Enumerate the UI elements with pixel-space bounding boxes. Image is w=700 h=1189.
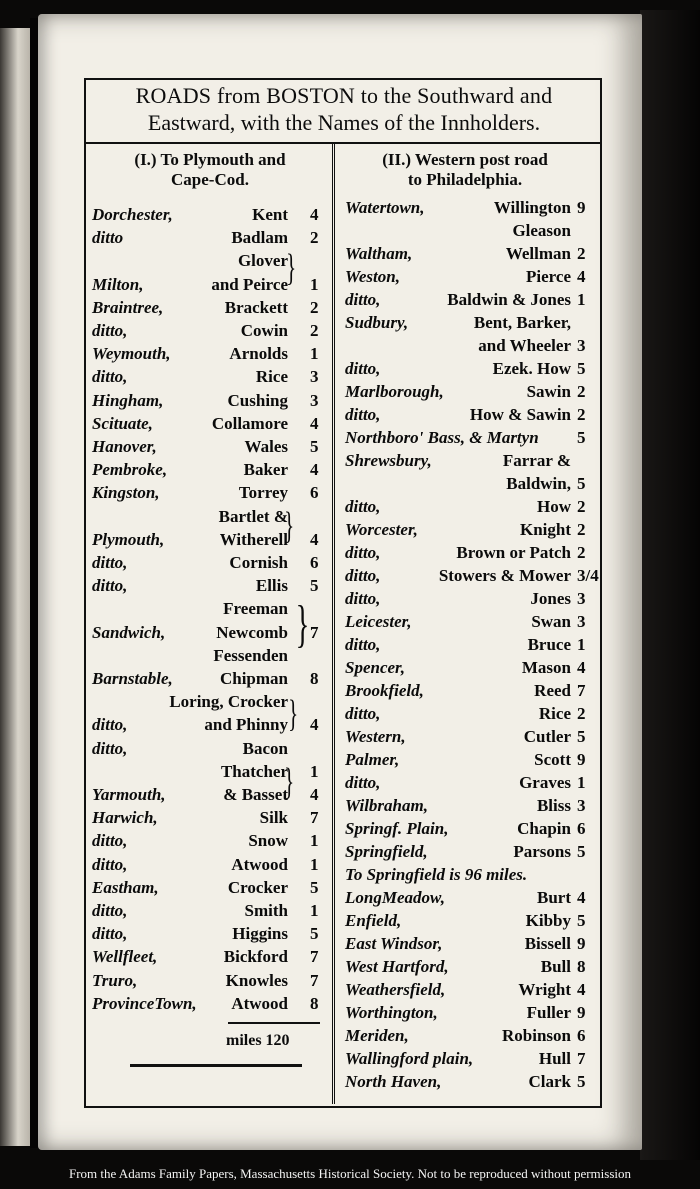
innholder-name: Willington: [493, 198, 571, 217]
town-name: LongMeadow,: [345, 888, 445, 907]
innholder-name: Sawin: [526, 382, 571, 401]
innholder-name: Cornish: [229, 553, 288, 572]
table-row: [92, 945, 328, 968]
innholder-name: Atwood: [231, 993, 288, 1013]
table-row: [345, 840, 595, 863]
mile-count: 5: [310, 437, 319, 456]
town-name: Shrewsbury,: [345, 451, 432, 470]
mile-count: 7: [577, 681, 586, 700]
innholder-name: Knight: [519, 520, 571, 539]
brace-barnstable: }: [288, 693, 299, 735]
table-row: [345, 771, 595, 794]
mile-count: 4: [310, 205, 319, 224]
town-name: Wallingford plain,: [345, 1049, 474, 1068]
town-name: ProvinceTown,: [92, 993, 197, 1013]
brace-milton: }: [286, 247, 297, 289]
innholder-name: Wellman: [505, 244, 571, 263]
town-name: Hanover,: [92, 437, 157, 456]
table-row: [345, 219, 595, 242]
table-row: [345, 1001, 595, 1024]
town-name: ditto,: [92, 831, 128, 851]
heading-line-1: ROADS from BOSTON to the Southward and: [135, 83, 553, 108]
table-row: [345, 909, 595, 932]
innholder-name: Ezek. How: [492, 359, 571, 378]
innholder-name: Baldwin & Jones: [447, 290, 571, 309]
left-title-line-2: Cape-Cod.: [171, 170, 249, 189]
mile-count: 5: [577, 474, 586, 493]
innholder-name: Silk: [259, 808, 288, 828]
mile-count: 9: [577, 750, 586, 769]
town-name: Kingston,: [92, 483, 160, 503]
mile-count: 4: [310, 460, 319, 480]
table-row: [345, 449, 595, 472]
innholder-name: Chapin: [517, 819, 571, 838]
table-row: [345, 817, 595, 840]
mile-count: 4: [577, 980, 586, 999]
table-row: [345, 702, 595, 725]
innholder-name: Bartlet &: [218, 506, 288, 526]
innholder-name: Mason: [521, 658, 571, 677]
mile-count: 5: [577, 911, 586, 930]
innholder-name: Bliss: [536, 796, 571, 815]
innholder-name: Parsons: [513, 842, 571, 861]
table-row: [92, 806, 328, 829]
table-row: [345, 794, 595, 817]
table-row: [92, 458, 328, 481]
table-row: [345, 288, 595, 311]
town-name: Worcester,: [345, 520, 418, 539]
mile-count: 3: [577, 336, 586, 355]
mile-count: 1: [310, 854, 319, 874]
innholder-name: Rice: [255, 367, 288, 387]
table-row: [345, 1047, 595, 1070]
town-name: ditto,: [92, 576, 128, 596]
column-divider: [332, 144, 335, 1104]
table-row: [92, 389, 328, 412]
mile-count: 3: [577, 796, 586, 815]
town-name: ditto,: [92, 854, 128, 874]
table-row: [92, 365, 328, 388]
mile-count: 6: [310, 553, 319, 572]
innholder-name: Baldwin,: [506, 474, 571, 493]
innholder-name: Crocker: [227, 877, 288, 897]
mile-count: 2: [310, 228, 319, 248]
page-heading: [92, 82, 596, 140]
town-name: Springf. Plain,: [345, 819, 449, 838]
innholder-name: Higgins: [232, 924, 288, 944]
mile-count: 4: [310, 413, 319, 433]
innholder-name: and Phinny: [204, 715, 288, 735]
right-title-line-1: (II.) Western post road: [382, 150, 548, 169]
table-row: [345, 587, 595, 610]
brace-yarmouth: }: [284, 761, 295, 803]
mile-count: 2: [577, 405, 586, 424]
right-title-line-2: to Philadelphia.: [407, 170, 523, 189]
table-row: [345, 610, 595, 633]
innholder-name: Robinson: [502, 1026, 571, 1045]
table-row: [345, 633, 595, 656]
town-name: Enfield,: [345, 911, 402, 930]
town-name: ditto,: [345, 497, 381, 516]
mile-count: 7: [310, 947, 319, 967]
mile-count: 7: [310, 622, 319, 642]
mile-count: 7: [310, 970, 319, 990]
adjacent-page-edge: [0, 28, 30, 1146]
table-row: [345, 955, 595, 978]
right-column-title: [342, 150, 588, 190]
innholder-name: Wright: [518, 980, 571, 999]
table-row: [92, 574, 328, 597]
table-row: [92, 899, 328, 922]
mile-count: 3: [310, 367, 319, 387]
miles-total: miles 120: [226, 1032, 290, 1049]
table-row: [92, 551, 328, 574]
table-row: [345, 656, 595, 679]
left-column-title: [90, 150, 330, 190]
innholder-name: Arnolds: [229, 344, 288, 364]
mile-count: 2: [577, 382, 586, 401]
innholder-name: Atwood: [231, 854, 288, 874]
mile-count: 4: [310, 715, 319, 735]
town-name: Yarmouth,: [92, 785, 166, 804]
mile-count: 2: [577, 244, 586, 263]
table-row: [92, 342, 328, 365]
town-name: Plymouth,: [92, 529, 165, 549]
mile-count: 3: [310, 390, 319, 410]
innholder-name: Badlam: [231, 228, 288, 248]
town-name: Northboro' Bass, & Martyn: [345, 428, 539, 447]
table-row: [345, 886, 595, 909]
mile-count: 1: [577, 773, 586, 792]
town-name: West Hartford,: [345, 957, 449, 976]
town-name: Marlborough,: [345, 382, 444, 401]
town-name: Springfield,: [345, 842, 428, 861]
town-name: Meriden,: [345, 1026, 409, 1045]
town-name: ditto,: [345, 589, 381, 608]
table-row: [345, 357, 595, 380]
town-name: Sudbury,: [345, 313, 409, 332]
innholder-name: Cutler: [523, 727, 571, 746]
innholder-name: Rice: [538, 704, 571, 723]
innholder-name: Ellis: [255, 576, 288, 596]
town-name: Palmer,: [345, 750, 400, 769]
town-name: ditto,: [345, 773, 381, 792]
innholder-name: Kibby: [525, 911, 571, 930]
innholder-name: Freeman: [223, 599, 288, 619]
mile-count: 4: [577, 267, 586, 286]
town-name: Spencer,: [345, 658, 405, 677]
innholder-name: Gleason: [512, 221, 571, 240]
table-row: [345, 334, 595, 357]
mile-count: 4: [310, 785, 319, 804]
mile-count: 6: [577, 1026, 586, 1045]
mile-count: 5: [310, 877, 319, 897]
source-attribution: From the Adams Family Papers, Massachusetts Historical Society. Not to be reproduced without permission: [68, 1166, 632, 1181]
left-title-line-1: (I.) To Plymouth and: [134, 150, 286, 169]
town-name: ditto,: [92, 715, 128, 735]
innholder-name: & Basset: [223, 785, 288, 804]
town-name: Harwich,: [92, 808, 158, 828]
mile-count: 1: [577, 290, 586, 309]
mile-count: 2: [577, 497, 586, 516]
town-name: ditto,: [345, 359, 381, 378]
table-row: [345, 863, 595, 886]
innholder-name: Cushing: [227, 390, 288, 410]
innholder-name: Collamore: [211, 413, 288, 433]
mile-count: 1: [310, 761, 319, 781]
mile-count: 5: [310, 924, 319, 944]
town-name: ditto,: [92, 901, 128, 920]
innholder-name: Torrey: [238, 483, 288, 503]
innholder-name: Brown or Patch: [456, 543, 571, 562]
innholder-name: Reed: [534, 681, 571, 700]
table-row: [92, 597, 328, 620]
table-row: [92, 829, 328, 852]
table-row: [92, 992, 328, 1015]
table-row: [92, 621, 328, 644]
table-row: [345, 541, 595, 564]
town-name: ditto,: [92, 321, 128, 340]
table-row: [345, 564, 599, 587]
table-row: [92, 412, 328, 435]
mile-count: 1: [577, 635, 586, 654]
table-row: [92, 667, 328, 690]
town-name: North Haven,: [345, 1072, 442, 1091]
table-row: [345, 495, 595, 518]
innholder-name: Bissell: [524, 934, 571, 953]
table-row: [345, 472, 595, 495]
mile-count: 2: [577, 520, 586, 539]
total-rule-bottom: [130, 1064, 302, 1067]
innholder-name: Glover: [237, 251, 288, 271]
innholder-name: How & Sawin: [469, 405, 571, 424]
innholder-name: Fessenden: [213, 645, 288, 665]
table-row: [92, 296, 328, 319]
town-name: ditto,: [345, 405, 381, 424]
innholder-name: Newcomb: [216, 622, 288, 642]
table-row: [345, 426, 595, 449]
mile-count: 2: [310, 297, 319, 317]
table-row: [345, 380, 595, 403]
mile-count: 8: [310, 669, 319, 688]
town-name: ditto,: [92, 367, 128, 387]
table-row: [92, 969, 328, 992]
town-name: Weymouth,: [92, 344, 171, 364]
town-name: Hingham,: [92, 390, 164, 410]
mile-count: 5: [310, 576, 319, 596]
mile-count: 3: [577, 612, 586, 631]
innholder-name: Farrar &: [502, 451, 571, 470]
table-row: [345, 196, 595, 219]
mile-count: 9: [577, 1003, 586, 1022]
innholder-name: Cowin: [240, 321, 288, 340]
mile-count: 1: [310, 901, 319, 920]
table-row: [92, 481, 328, 504]
table-row: [92, 876, 328, 899]
mile-count: 6: [577, 819, 586, 838]
town-name: ditto,: [345, 635, 381, 654]
mile-count: 1: [310, 831, 319, 851]
innholder-name: Wales: [244, 437, 288, 456]
innholder-name: Hull: [538, 1049, 571, 1068]
innholder-name: Loring, Crocker: [169, 692, 288, 712]
brace-sandwich: }: [295, 596, 310, 653]
total-rule-top: [228, 1022, 320, 1024]
innholder-name: Bent, Barker,: [473, 313, 571, 332]
heading-line-2: Eastward, with the Names of the Innholders.: [147, 110, 541, 135]
mile-count: 9: [577, 934, 586, 953]
table-row: [92, 737, 328, 760]
town-name: ditto,: [92, 738, 128, 758]
town-name: ditto,: [92, 924, 128, 944]
town-name: Waltham,: [345, 244, 413, 263]
innholder-name: Jones: [530, 589, 571, 608]
table-row: [345, 265, 595, 288]
mile-count: 5: [577, 359, 586, 378]
innholder-name: Kent: [252, 205, 288, 224]
town-name: Pembroke,: [92, 460, 168, 480]
mile-count: 5: [577, 428, 586, 447]
mile-count: 3: [577, 589, 586, 608]
town-name: Wellfleet,: [92, 947, 158, 967]
table-row: [345, 932, 595, 955]
town-name: Brookfield,: [345, 681, 424, 700]
town-name: Leicester,: [345, 612, 412, 631]
table-row: [92, 853, 328, 876]
innholder-name: Bull: [540, 957, 571, 976]
town-name: Wilbraham,: [345, 796, 428, 815]
table-row: [345, 518, 595, 541]
mile-count: 8: [310, 993, 319, 1013]
table-row: [345, 403, 595, 426]
innholder-name: Smith: [244, 901, 288, 920]
mile-count: 7: [310, 808, 319, 828]
innholder-name: Graves: [519, 773, 571, 792]
innholder-name: Thatcher: [220, 761, 288, 781]
town-name: Eastham,: [92, 877, 159, 897]
mile-count: 7: [577, 1049, 586, 1068]
table-row: [92, 644, 328, 667]
mile-count: 9: [577, 198, 586, 217]
mile-count: 8: [577, 957, 586, 976]
town-name: ditto,: [345, 290, 381, 309]
table-row: [345, 242, 595, 265]
table-row: [345, 311, 595, 334]
table-row: [345, 725, 595, 748]
town-name: Weston,: [345, 267, 400, 286]
mile-count: 5: [577, 727, 586, 746]
mile-count: 5: [577, 842, 586, 861]
innholder-name: Fuller: [526, 1003, 571, 1022]
heading-rule: [84, 142, 602, 144]
innholder-name: Bacon: [242, 738, 288, 758]
town-name: Milton,: [92, 274, 144, 294]
innholder-name: Pierce: [526, 267, 571, 286]
town-name: Barnstable,: [92, 669, 173, 688]
table-row: [345, 978, 595, 1001]
town-name: ditto: [92, 228, 124, 248]
town-name: Braintree,: [92, 297, 164, 317]
town-name: East Windsor,: [345, 934, 443, 953]
mile-count: 1: [310, 274, 319, 294]
town-name: Sandwich,: [92, 622, 166, 642]
mile-count: 2: [310, 321, 319, 340]
table-row: [92, 319, 328, 342]
page-shadow-edge: [640, 10, 700, 1160]
table-row: [92, 203, 328, 226]
town-name: ditto,: [345, 566, 381, 585]
town-name: Truro,: [92, 970, 138, 990]
table-row: [345, 1024, 595, 1047]
innholder-name: Brackett: [224, 297, 288, 317]
innholder-name: and Wheeler: [478, 336, 571, 355]
innholder-name: How: [537, 497, 571, 516]
mile-count: 1: [310, 344, 319, 364]
innholder-name: Chipman: [219, 669, 288, 688]
town-name: Dorchester,: [92, 205, 173, 224]
innholder-name: Bruce: [527, 635, 571, 654]
innholder-name: Bickford: [223, 947, 288, 967]
innholder-name: Stowers & Mower: [438, 566, 571, 585]
town-name: Scituate,: [92, 413, 153, 433]
mile-count: 2: [577, 704, 586, 723]
town-name: ditto,: [345, 543, 381, 562]
innholder-name: Clark: [528, 1072, 571, 1091]
table-row: [345, 679, 595, 702]
town-name: To Springfield is 96 miles.: [345, 865, 528, 884]
town-name: Watertown,: [345, 198, 425, 217]
mile-count: 2: [577, 543, 586, 562]
mile-count: 4: [577, 888, 586, 907]
town-name: ditto,: [92, 553, 128, 572]
town-name: Weathersfield,: [345, 980, 446, 999]
table-row: [345, 1070, 595, 1093]
brace-plymouth: }: [284, 505, 295, 547]
town-name: Western,: [345, 727, 406, 746]
innholder-name: Snow: [248, 831, 288, 851]
innholder-name: Scott: [534, 750, 571, 769]
innholder-name: Burt: [537, 888, 571, 907]
town-name: ditto,: [345, 704, 381, 723]
innholder-name: Swan: [531, 612, 571, 631]
innholder-name: Witherell: [219, 529, 288, 549]
mile-count: 5: [577, 1072, 586, 1091]
mile-count: 6: [310, 483, 319, 503]
table-row: [92, 922, 328, 945]
mile-count: 4: [577, 658, 586, 677]
mile-count: 3/4: [577, 566, 599, 585]
table-row: [345, 748, 595, 771]
mile-count: 4: [310, 529, 319, 549]
table-row: [92, 435, 328, 458]
table-row: [92, 226, 328, 249]
innholder-name: Knowles: [225, 970, 288, 990]
innholder-name: Baker: [243, 460, 288, 480]
town-name: Worthington,: [345, 1003, 438, 1022]
innholder-name: and Peirce: [211, 274, 288, 294]
